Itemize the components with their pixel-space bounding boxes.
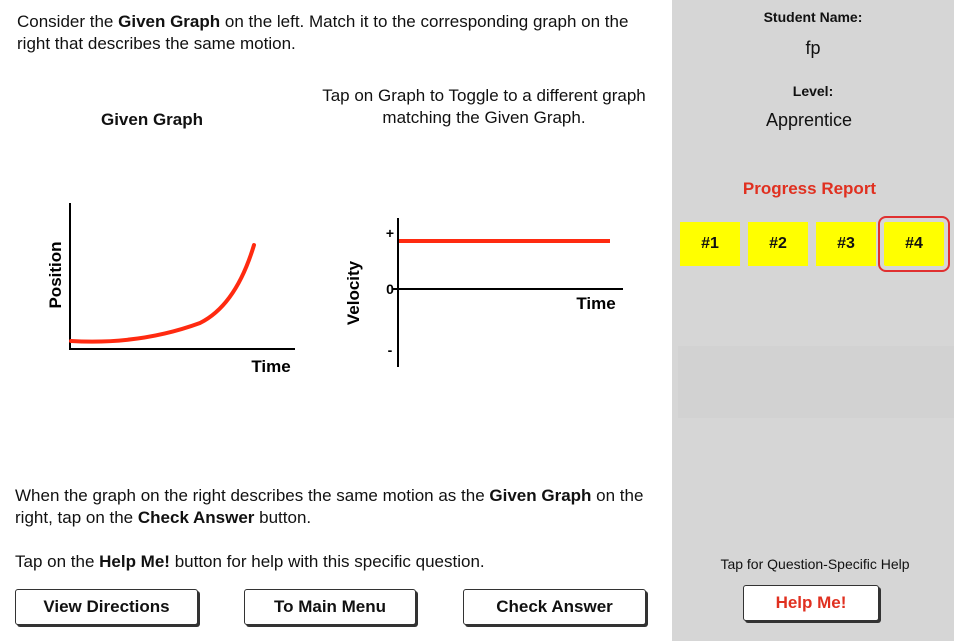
question-help-hint: Tap for Question-Specific Help — [720, 556, 910, 572]
main-menu-button[interactable]: To Main Menu — [244, 589, 416, 625]
student-name-label: Student Name: — [763, 9, 863, 25]
plus-tick-label: + — [385, 225, 395, 241]
toggle-hint: Tap on Graph to Toggle to a different graph matching the Given Graph. — [322, 86, 646, 127]
progress-item-2[interactable]: #2 — [748, 222, 808, 266]
level-label: Level: — [792, 83, 834, 99]
progress-report-title: Progress Report — [742, 179, 877, 198]
sidebar-subpanel — [678, 346, 954, 418]
minus-tick-label: - — [387, 342, 393, 358]
given-y-label: Position — [46, 241, 65, 309]
help-instructions: Tap on the Help Me! button for help with this specific question. — [15, 552, 485, 571]
help-me-button[interactable]: Help Me! — [743, 585, 879, 621]
given-graph — [40, 195, 310, 385]
progress-item-4[interactable]: #4 — [884, 222, 944, 266]
answer-y-label: Velocity — [344, 260, 363, 326]
check-instructions: When the graph on the right describes the same motion as the Given Graph on the right, tap on the Check Answer button. — [15, 486, 644, 527]
given-graph-title: Given Graph — [100, 110, 204, 129]
zero-tick-label: 0 — [386, 281, 394, 297]
check-answer-button[interactable]: Check Answer — [463, 589, 646, 625]
intro-text: Consider the Given Graph on the left. Match it to the corresponding graph on the right that describes the same motion. — [17, 12, 629, 53]
progress-item-3[interactable]: #3 — [816, 222, 876, 266]
view-directions-button[interactable]: View Directions — [15, 589, 198, 625]
student-name-value: fp — [805, 38, 821, 58]
answer-x-label: Time — [576, 294, 616, 313]
answer-graph[interactable] — [335, 210, 635, 375]
given-x-label: Time — [251, 357, 291, 376]
level-value: Apprentice — [765, 110, 853, 130]
progress-item-1[interactable]: #1 — [680, 222, 740, 266]
given-position-curve — [71, 245, 254, 342]
